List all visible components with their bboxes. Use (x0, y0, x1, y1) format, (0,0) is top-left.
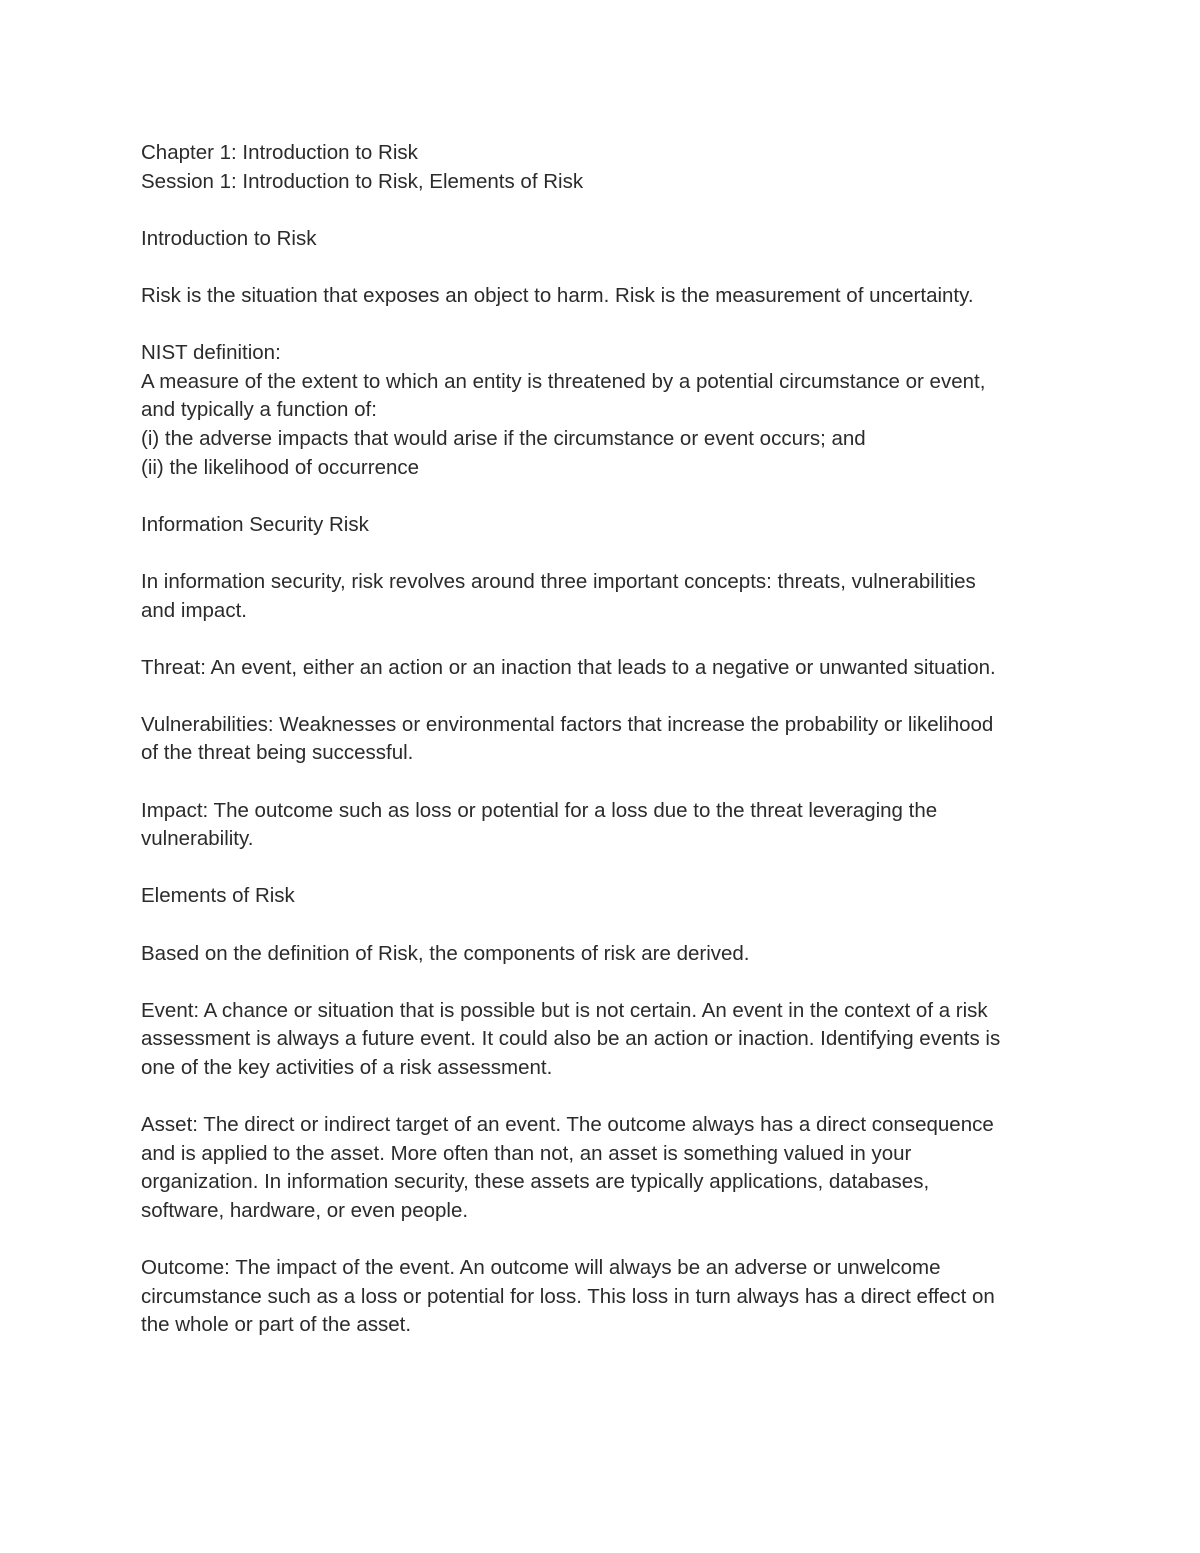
risk-definition-paragraph: Risk is the situation that exposes an object to harm. Risk is the measurement of uncertainty. (141, 283, 974, 307)
paragraph-line: Vulnerabilities: Weaknesses or environmental factors that increase the probability or likelihood (141, 712, 994, 736)
nist-line: (ii) the likelihood of occurrence (141, 455, 420, 479)
paragraph-line: Event: A chance or situation that is possible but is not certain. An event in the context of a risk (141, 998, 988, 1022)
nist-definition-block (141, 339, 1071, 482)
nist-line: and typically a function of: (141, 398, 377, 422)
section-heading-information-security-risk: Information Security Risk (141, 512, 369, 536)
event-paragraph (141, 997, 1071, 1083)
section-heading-elements-of-risk: Elements of Risk (141, 884, 295, 908)
chapter-title: Chapter 1: Introduction to Risk (141, 141, 418, 164)
paragraph-line: one of the key activities of a risk assessment. (141, 1056, 553, 1079)
nist-line: A measure of the extent to which an entity is threatened by a potential circumstance or event, (141, 369, 986, 393)
outcome-paragraph (141, 1254, 1071, 1340)
paragraph-line: Asset: The direct or indirect target of an event. The outcome always has a direct consequence (141, 1113, 994, 1137)
paragraph-line: Based on the definition of Risk, the components of risk are derived. (141, 941, 750, 965)
paragraph-line: software, hardware, or even people. (141, 1198, 469, 1222)
nist-line: (i) the adverse impacts that would arise if the circumstance or event occurs; and (141, 426, 866, 450)
paragraph-line: vulnerability. (141, 827, 254, 851)
paragraph-line: circumstance such as a loss or potential for loss. This loss in turn always has a direct effect on (141, 1284, 995, 1308)
elements-intro-paragraph (141, 940, 1071, 969)
paragraph-line: of the threat being successful. (141, 741, 414, 765)
paragraph-line: organization. In information security, these assets are typically applications, databases, (141, 1170, 930, 1194)
infosec-intro-paragraph (141, 568, 1071, 625)
paragraph-line: Threat: An event, either an action or an inaction that leads to a negative or unwanted situation. (141, 655, 996, 679)
session-title: Session 1: Introduction to Risk, Elements of Risk (141, 169, 584, 193)
impact-paragraph (141, 797, 1071, 854)
threat-paragraph (141, 654, 1071, 683)
nist-label: NIST definition: (141, 341, 281, 365)
paragraph-line: Impact: The outcome such as loss or potential for a loss due to the threat leveraging the (141, 798, 938, 822)
paragraph-line: and impact. (141, 598, 247, 622)
paragraph-line: In information security, risk revolves around three important concepts: threats, vulnerabilities (141, 569, 976, 593)
section-heading-introduction: Introduction to Risk (141, 226, 317, 250)
paragraph-line: Outcome: The impact of the event. An outcome will always be an adverse or unwelcome (141, 1256, 941, 1280)
vulnerabilities-paragraph (141, 711, 1071, 768)
asset-paragraph (141, 1111, 1071, 1225)
paragraph-line: and is applied to the asset. More often than not, an asset is something valued in your (141, 1141, 912, 1165)
paragraph-line: the whole or part of the asset. (141, 1313, 412, 1337)
paragraph-line: assessment is always a future event. It could also be an action or inaction. Identifying events is (141, 1027, 1001, 1051)
document-body (141, 139, 1071, 1340)
